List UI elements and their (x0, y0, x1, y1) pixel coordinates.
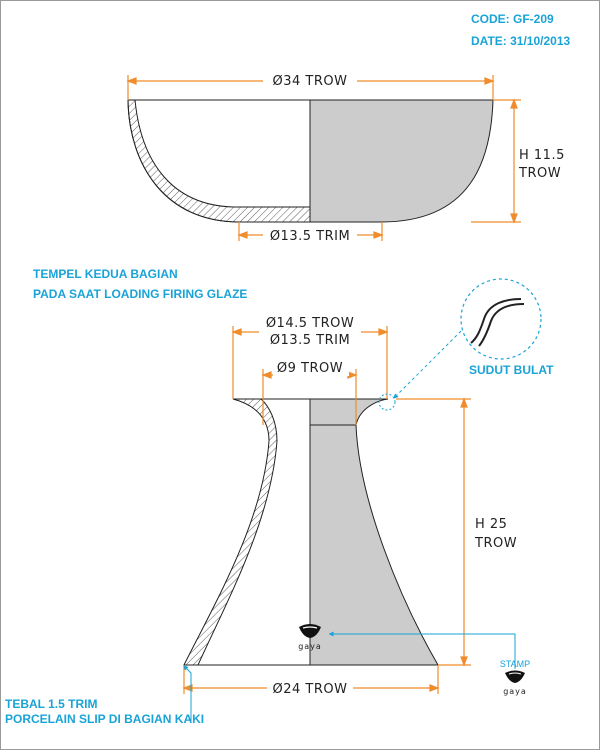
drawing-canvas (1, 1, 600, 751)
bowl-wall-hatch (128, 100, 310, 222)
stamp-reference-text: gaya (503, 687, 527, 696)
bowl-outer-profile (128, 100, 310, 222)
stand-section-fill (310, 399, 438, 665)
stand-drawing (184, 314, 517, 697)
stand-height-line1: H 25 (475, 517, 508, 532)
bowl-drawing (128, 71, 565, 244)
code-label: CODE: GF-209 (471, 12, 554, 26)
stamp-label: STAMP (499, 659, 531, 669)
stand-wall-hatch (184, 399, 277, 665)
rounded-corner-detail (379, 279, 541, 410)
stand-rim-inner: Ø13.5 TRIM (269, 333, 351, 348)
bowl-section-fill (310, 100, 493, 222)
foot-note-line1: TEBAL 1.5 TRIM (5, 697, 98, 711)
bowl-height-line2: TROW (519, 166, 562, 181)
glaze-note-line1: TEMPEL KEDUA BAGIAN (33, 267, 178, 281)
stamp-logo-text: gaya (298, 642, 322, 651)
bowl-foot-diameter: Ø13.5 TRIM (269, 229, 351, 244)
date-label: DATE: 31/10/2013 (471, 34, 571, 48)
stand-base-diameter: Ø24 TROW (272, 682, 348, 697)
stamp-logo-reference (503, 671, 527, 697)
foot-note-line2: PORCELAIN SLIP DI BAGIAN KAKI (5, 712, 205, 726)
glaze-note-line2: PADA SAAT LOADING FIRING GLAZE (33, 287, 248, 301)
bowl-top-diameter: Ø34 TROW (272, 74, 348, 89)
bowl-height-line1: H 11.5 (519, 148, 565, 163)
stand-height-line2: TROW (475, 536, 518, 551)
stand-neck-diameter: Ø9 TROW (276, 361, 344, 376)
stand-rim-outer: Ø14.5 TROW (265, 316, 355, 331)
detail-label: SUDUT BULAT (469, 363, 554, 377)
